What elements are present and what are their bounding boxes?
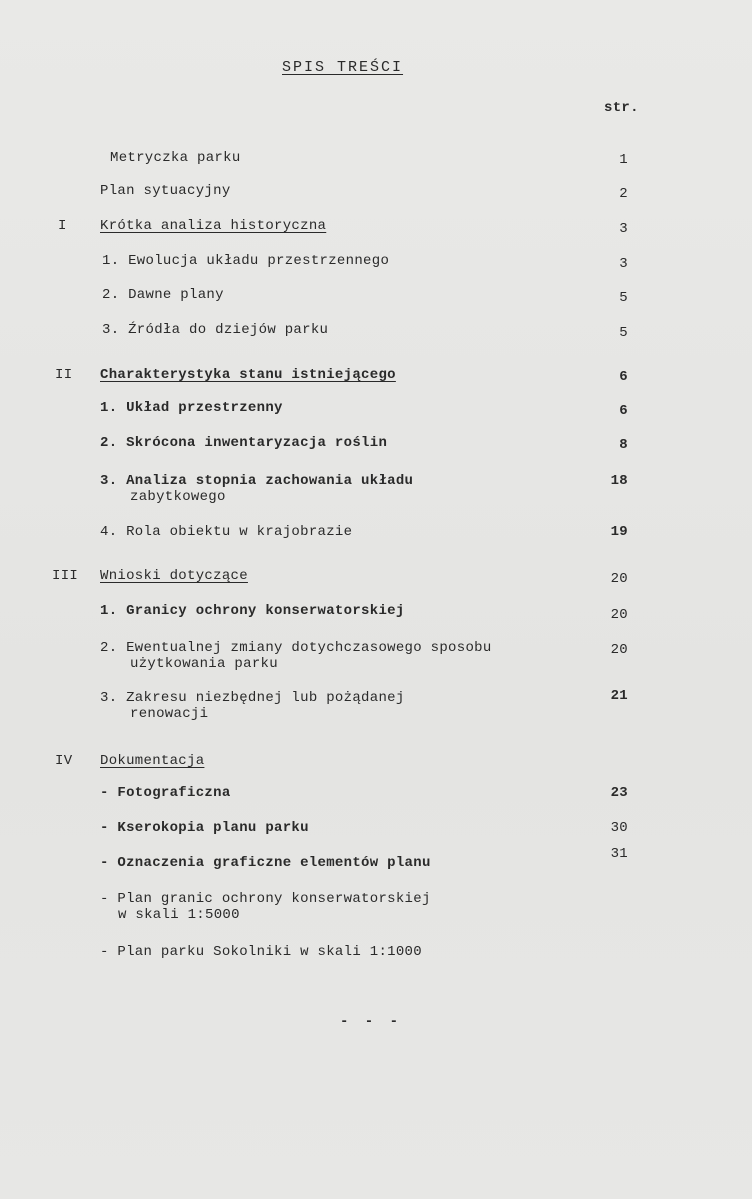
toc-entry-text: - Oznaczenia graficzne elementów planu <box>100 855 431 871</box>
page-title: SPIS TREŚCI <box>282 59 404 76</box>
toc-section-heading: Wnioski dotyczące <box>100 568 248 584</box>
toc-entry-text: 1. Granicy ochrony konserwatorskiej <box>100 603 405 619</box>
end-mark: - - - <box>340 1014 403 1030</box>
toc-section-numeral: IV <box>55 753 73 769</box>
toc-section-numeral: II <box>55 367 73 383</box>
toc-entry-text: 1. Ewolucja układu przestrzennego <box>102 253 390 269</box>
toc-entry-text: Metryczka parku <box>110 150 241 166</box>
toc-entry-text: - Fotograficzna <box>100 785 231 801</box>
toc-entry-text-continued: zabytkowego <box>130 489 226 505</box>
toc-entry-text: 2. Ewentualnej zmiany dotychczasowego sposobu <box>100 640 492 656</box>
toc-entry-page: 8 <box>619 437 628 453</box>
toc-entry-text-continued: w skali 1:5000 <box>118 907 240 923</box>
toc-section-heading: Krótka analiza historyczna <box>100 218 327 234</box>
toc-entry-page: 20 <box>610 607 628 623</box>
toc-entry-page: 20 <box>610 642 628 658</box>
toc-entry-text: 2. Skrócona inwentaryzacja roślin <box>100 435 388 451</box>
toc-entry-page: 6 <box>619 403 628 419</box>
toc-entry-text: Plan sytuacyjny <box>100 183 231 199</box>
toc-entry-text: - Plan granic ochrony konserwatorskiej <box>100 891 431 907</box>
toc-entry-text-continued: renowacji <box>130 706 209 722</box>
toc-entry-text-continued: użytkowania parku <box>130 656 278 672</box>
toc-entry-page: 1 <box>619 152 628 168</box>
toc-entry-page: 31 <box>610 846 628 862</box>
toc-entry-text: 3. Źródła do dziejów parku <box>102 322 329 338</box>
toc-entry-page: 19 <box>610 524 628 540</box>
toc-entry-page: 6 <box>619 369 628 385</box>
toc-entry-page: 5 <box>619 290 628 306</box>
toc-entry-page: 3 <box>619 221 628 237</box>
toc-entry-text: 4. Rola obiektu w krajobrazie <box>100 524 353 540</box>
toc-entry-page: 3 <box>619 256 628 272</box>
toc-entry-page: 20 <box>610 571 628 587</box>
toc-entry-page: 23 <box>610 785 628 801</box>
toc-entry-text: 3. Analiza stopnia zachowania układu <box>100 473 414 489</box>
toc-section-numeral: III <box>52 568 79 584</box>
toc-entry-page: 30 <box>610 820 628 836</box>
toc-entry-text: 2. Dawne plany <box>102 287 224 303</box>
page-column-header: str. <box>604 100 639 116</box>
toc-entry-page: 21 <box>610 688 628 704</box>
toc-section-heading: Dokumentacja <box>100 753 205 769</box>
toc-entry-page: 18 <box>610 473 628 489</box>
toc-entry-text: - Kserokopia planu parku <box>100 820 309 836</box>
toc-entry-text: 1. Układ przestrzenny <box>100 400 283 416</box>
toc-entry-text: - Plan parku Sokolniki w skali 1:1000 <box>100 944 422 960</box>
toc-section-heading: Charakterystyka stanu istniejącego <box>100 367 396 383</box>
toc-entry-text: 3. Zakresu niezbędnej lub pożądanej <box>100 690 405 706</box>
toc-entry-page: 2 <box>619 186 628 202</box>
toc-section-numeral: I <box>58 218 67 234</box>
toc-entry-page: 5 <box>619 325 628 341</box>
